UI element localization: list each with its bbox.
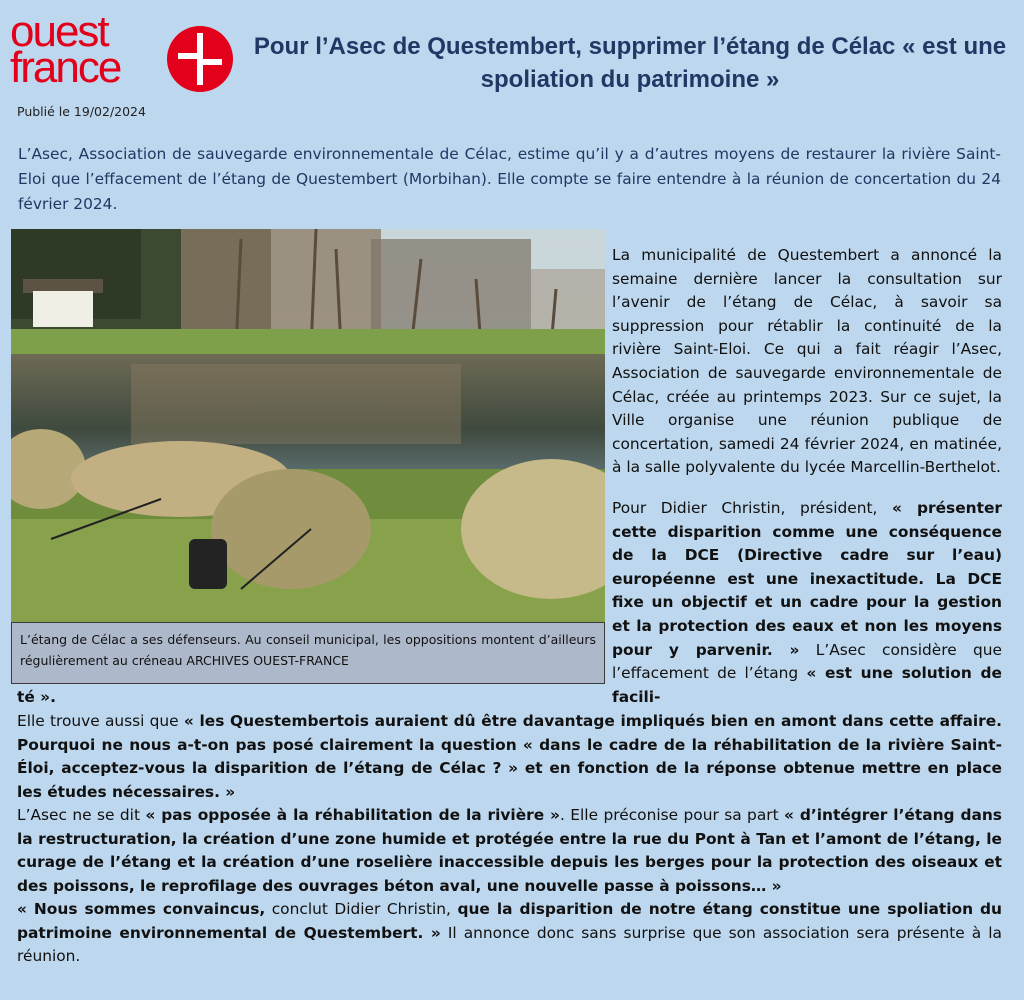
article-title: Pour l’Asec de Questembert, supprimer l’étang de Célac « est une spoliation du patrimoine » xyxy=(253,33,1007,93)
article-lead: L’Asec, Association de sauvegarde environnementale de Célac, estime qu’il y a d’autres moyens de restaurer la rivière Saint-Eloi que l’effacement de l’étang de Questembert (Morbihan). Elle compte se faire entendre à la réunion de concertation du 24 février 2024. xyxy=(18,145,1001,213)
p5-quote-b: que la disparition de notre étang constitue une spoliation du patrimoine environnemental de Questembert. » xyxy=(17,900,1002,942)
p3-text-a: Elle trouve aussi que xyxy=(17,712,184,730)
photo-caption: L’étang de Célac a ses défenseurs. Au conseil municipal, les oppositions montent d’ailleurs régulièrement au créneau ARCHIVES OUEST-FRANCE xyxy=(11,622,605,684)
paragraph-5 xyxy=(17,898,1002,969)
paragraph-1: La municipalité de Questembert a annoncé la semaine dernière lancer la consultation sur l’avenir de l’étang de Célac, à savoir sa suppression pour rétablir la continuité de la rivière Saint-Eloi. Ce qui a fait réagir l’Asec, Association de sauvegarde environnementale de Célac, créée au printemps 2023. Sur ce sujet, la Ville organise une réunion publique de concertation, samedi 24 février 2024, en matinée, à la salle polyvalente du lycée Marcellin-Berthelot. xyxy=(612,246,1002,477)
article-figure xyxy=(11,229,605,685)
p5-text-a: conclut Didier Christin, xyxy=(265,900,458,918)
p5-quote-a: « Nous sommes convaincus, xyxy=(17,900,266,918)
p2-quote-b: « est une solution de facili- xyxy=(612,664,1002,706)
paragraph-4 xyxy=(17,804,1002,898)
p4-text-a: L’Asec ne se dit xyxy=(17,806,146,824)
logo-word-france: france xyxy=(10,43,121,92)
logo-word-ouest: ouest xyxy=(10,7,108,56)
publication-date: Publié le 19/02/2024 xyxy=(17,104,146,119)
p4-quote-a: « pas opposée à la réhabilitation de la rivière » xyxy=(145,806,560,824)
paragraph-2 xyxy=(612,497,1002,709)
p2-text-b: L’Asec considère que l’effacement de l’étang xyxy=(612,640,1002,683)
p4-quote-b: « d’intégrer l’étang dans la restructuration, la création d’une zone humide et protégée entre la rue du Pont à Tan et l’amont de l’étang, le curage de l’étang et la création d’une roselière inaccessible depuis les berges pour la protection des oiseaux et des poissons, le reprofilage des ouvrages béton aval, une nouvelle passe à poissons… » xyxy=(17,806,1002,895)
logo-circle-icon xyxy=(167,26,233,92)
pond-photo xyxy=(11,229,605,622)
p5-text-b: Il annonce donc sans surprise que son association sera présente à la réunion. xyxy=(17,923,1002,966)
p2-text-a: Pour Didier Christin, président, xyxy=(612,499,893,517)
p4-text-b: . Elle préconise pour sa part xyxy=(559,806,785,824)
paragraph-2-end xyxy=(17,686,1002,710)
p3-quote: « les Questembertois auraient dû être davantage impliqués bien en amont dans cette affaire. Pourquoi ne nous a-t-on pas posé clairement la question « dans le cadre de la réhabilitation de la rivière Saint-Éloi, acceptez-vous la disparition de l’étang de Célac ? » et en fonction de la réponse obtenue mettre en place les études nécessaires. » xyxy=(17,712,1003,801)
p2-quote-c: té ». xyxy=(17,688,56,706)
ouest-france-logo xyxy=(10,7,230,92)
paragraph-3 xyxy=(17,710,1002,804)
p2-quote-a: « présenter cette disparition comme une conséquence de la DCE (Directive cadre sur l’eau) européenne est une inexactitude. La DCE fixe un objectif et un cadre pour la gestion et la protection des eaux et non les moyens pour y parvenir. » xyxy=(612,499,1002,659)
